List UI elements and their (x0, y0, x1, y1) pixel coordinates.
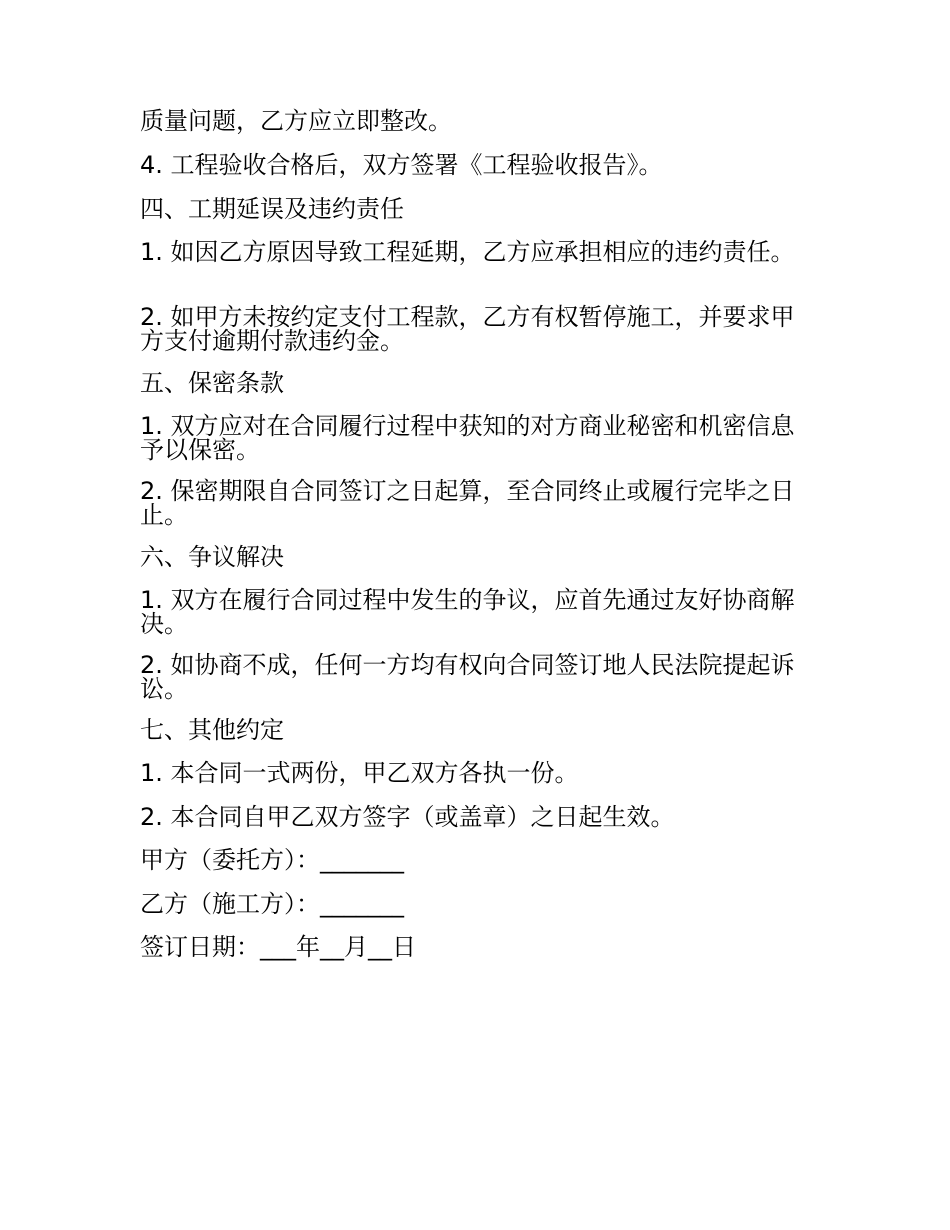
paragraph-acceptance-report: 4. 工程验收合格后，双方签署《工程验收报告》。 (140, 151, 663, 179)
paragraph-other-clause-1: 1. 本合同一式两份，甲乙双方各执一份。 (140, 759, 579, 787)
section-heading-confidentiality: 五、保密条款 (140, 369, 284, 397)
paragraph-quality-issue: 质量问题，乙方应立即整改。 (140, 107, 452, 135)
signature-line-party-b: 乙方（施工方）：_______ (140, 890, 404, 918)
paragraph-confidentiality-clause-2: 2. 保密期限自合同签订之日起算，至合同终止或履行完毕之日止。 (140, 477, 795, 529)
paragraph-dispute-clause-2: 2. 如协商不成，任何一方均有权向合同签订地人民法院提起诉讼。 (140, 651, 795, 703)
paragraph-confidentiality-clause-1: 1. 双方应对在合同履行过程中获知的对方商业秘密和机密信息予以保密。 (140, 412, 795, 464)
paragraph-other-clause-2: 2. 本合同自甲乙双方签字（或盖章）之日起生效。 (140, 803, 675, 831)
section-heading-other-terms: 七、其他约定 (140, 716, 284, 744)
signature-line-party-a: 甲方（委托方）：_______ (140, 846, 404, 874)
paragraph-delay-clause-2: 2. 如甲方未按约定支付工程款，乙方有权暂停施工，并要求甲方支付逾期付款违约金。 (140, 303, 795, 355)
section-heading-delay-liability: 四、工期延误及违约责任 (140, 195, 404, 223)
paragraph-delay-clause-1: 1. 如因乙方原因导致工程延期，乙方应承担相应的违约责任。 (140, 238, 795, 266)
document-page (140, 0, 800, 1230)
signing-date-line: 签订日期：___年__月__日 (140, 933, 416, 961)
paragraph-dispute-clause-1: 1. 双方在履行合同过程中发生的争议，应首先通过友好协商解决。 (140, 586, 795, 638)
section-heading-dispute-resolution: 六、争议解决 (140, 543, 284, 571)
